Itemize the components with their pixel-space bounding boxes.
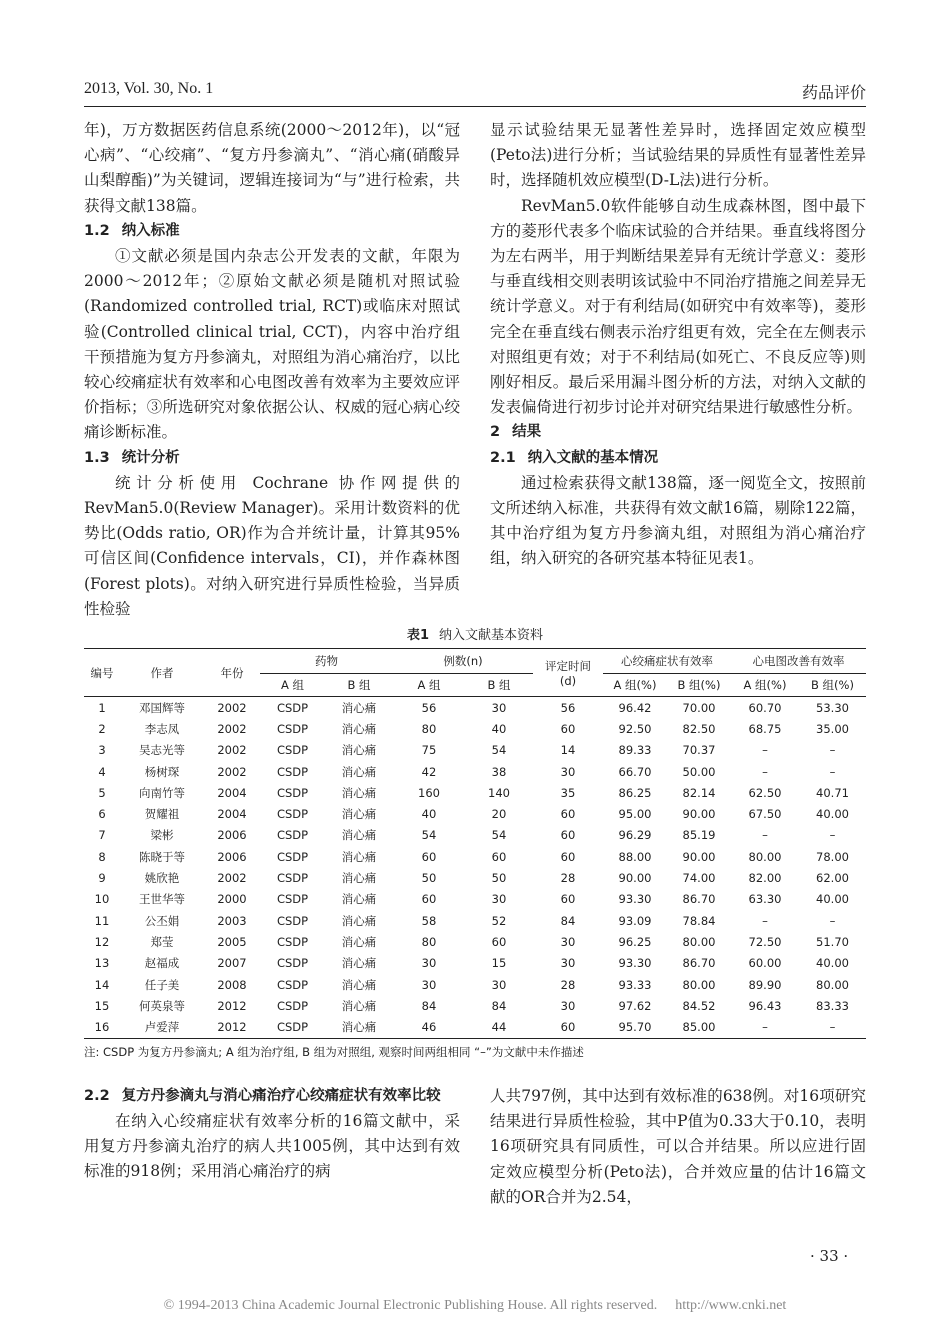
table-cell: 84 xyxy=(491,998,507,1013)
table-cell: 84 xyxy=(421,998,437,1013)
table-cell: 梁彬 xyxy=(150,828,174,843)
table-cell: 46 xyxy=(393,1016,465,1038)
footer-url[interactable]: http://www.cnki.net xyxy=(675,1298,787,1313)
table-cell: 2 xyxy=(98,721,106,736)
table-cell: 2006 xyxy=(217,828,247,843)
paragraph: 年)，万方数据医药信息系统(2000～2012年)，以“冠心病”、“心绞痛”、“复方丹参滴丸”、“消心痛(硝酸异山梨醇酯)”为关键词，逻辑连接词为“与”进行检索，共获得文献138篇。 xyxy=(84,121,460,215)
table-cell: – xyxy=(762,764,768,779)
col-header-id: 编号 xyxy=(84,649,120,697)
table-cell: 28 xyxy=(560,977,576,992)
table-cell: 60 xyxy=(421,849,437,864)
paragraph: 在纳入心绞痛症状有效率分析的16篇文献中，采用复方丹参滴丸治疗的病人共1005例，其中达到有效标准的918例；采用消心痛治疗的病 xyxy=(84,1112,460,1181)
table-cell: 96.43 xyxy=(748,998,782,1013)
table-row xyxy=(84,974,866,995)
table-cell: 30 xyxy=(491,977,507,992)
table-cell: 15 xyxy=(491,956,507,971)
table-cell: 93.09 xyxy=(618,913,652,928)
table-cell: 消心痛 xyxy=(325,1016,393,1038)
table-cell: 90.00 xyxy=(682,807,716,822)
section-heading-1-3: 1.3 统计分析 xyxy=(84,449,180,466)
table-cell: 杨树琛 xyxy=(144,764,180,779)
table-cell: 40.00 xyxy=(816,892,849,907)
table-cell: – xyxy=(829,764,836,779)
table-cell: 14 xyxy=(94,977,110,992)
table-cell: 95.70 xyxy=(603,1016,667,1038)
table-cell: 赵福成 xyxy=(144,956,180,971)
table-cell: 40 xyxy=(491,721,507,736)
col-subheader: A 组 xyxy=(260,674,325,697)
table-cell: 16 xyxy=(84,1016,120,1038)
copyright-text: © 1994-2013 China Academic Journal Electronic Publishing House. All rights reserved. xyxy=(163,1298,658,1313)
table-row xyxy=(84,931,866,952)
table-cell: 60 xyxy=(560,849,576,864)
table-row xyxy=(84,740,866,761)
table-cell: 消心痛 xyxy=(341,956,377,971)
table-cell: 2007 xyxy=(217,956,247,971)
paragraph: 人共797例，其中达到有效标准的638例。对16项研究结果进行异质性检验，其中P值为0.33大于0.10，表明16项研究具有同质性，可以合并结果。所以应进行固定效应模型分析(Peto法)，合并效应量的估计16篇文献的OR合并为2.54， xyxy=(490,1087,866,1206)
table-cell: 消心痛 xyxy=(341,913,377,928)
table-cell: 78.00 xyxy=(816,849,849,864)
table-cell: 88.00 xyxy=(618,849,652,864)
table-cell: CSDP xyxy=(276,892,309,907)
table-cell: 60 xyxy=(491,934,507,949)
table-cell: 消心痛 xyxy=(341,849,377,864)
table-cell: 80.00 xyxy=(816,977,849,992)
table-cell: 80 xyxy=(421,934,437,949)
table-cell: CSDP xyxy=(276,807,309,822)
table-cell: 消心痛 xyxy=(341,892,377,907)
table-cell: 2002 xyxy=(217,700,247,715)
paragraph: 统计分析使用 Cochrane 协作网提供的 RevMan5.0(Review Manager)。采用计数资料的优势比(Odds ratio, OR)作为合并统计量，计算其95%可信区间(Confidence intervals，CI)，并作森林图(Forest plots)。对纳入研究进行异质性检验，当异质性检验 xyxy=(84,473,460,618)
table-cell: 56 xyxy=(421,700,437,715)
table-cell: – xyxy=(829,828,836,843)
table-cell: 28 xyxy=(560,871,576,886)
table-cell: 郑莹 xyxy=(150,934,174,949)
table-cell: 80.00 xyxy=(748,849,782,864)
table-cell: 80 xyxy=(421,721,437,736)
table-cell: 93.30 xyxy=(618,892,652,907)
paragraph: ①文献必须是国内杂志公开发表的文献，年限为2000～2012年；②原始文献必须是随机对照试验(Randomized controlled trial, RCT)或临床对照试验(Controlled clinical trial, CCT)，内容中治疗组干预措施为复方丹参滴丸，对照组为消心痛治疗，以比较心绞痛症状有效率和心电图改善有效率为主要效应评价指标；③所选研究对象依据公认、权威的冠心病心绞痛诊断标准。 xyxy=(84,247,460,442)
table-cell: 70.00 xyxy=(682,700,716,715)
table-cell: 85.00 xyxy=(667,1016,731,1038)
col-header-drug: 药物 xyxy=(260,649,393,674)
table-cell: 60 xyxy=(560,807,576,822)
table-cell: CSDP xyxy=(276,849,309,864)
table-cell: 60 xyxy=(491,849,507,864)
table-row xyxy=(84,782,866,803)
table-cell: 消心痛 xyxy=(341,998,377,1013)
table-cell: 140 xyxy=(488,785,510,800)
left-column-top xyxy=(84,118,460,622)
table-note: 注: CSDP 为复方丹参滴丸; A 组为治疗组, B 组为对照组, 观察时间两组相同 “–”为文献中未作描述 xyxy=(84,1045,584,1059)
table-cell: 86.25 xyxy=(618,785,652,800)
table-cell: 2012 xyxy=(204,1016,260,1038)
table-cell: 90.00 xyxy=(618,871,652,886)
table-cell: 2004 xyxy=(217,785,247,800)
table-cell: 85.19 xyxy=(682,828,716,843)
table-cell: 90.00 xyxy=(682,849,716,864)
table-cell: 78.84 xyxy=(682,913,716,928)
paragraph: 通过检索获得文献138篇，逐一阅览全文，按照前文所述纳入标准，共获得有效文献16篇，剔除122篇，其中治疗组为复方丹参滴丸组，对照组为消心痛治疗组，纳入研究的各研究基本特征见表1。 xyxy=(490,473,866,568)
table-cell: 2000 xyxy=(217,892,247,907)
table-cell: 84 xyxy=(560,913,576,928)
table-cell: 89.33 xyxy=(618,743,652,758)
right-column-bottom xyxy=(490,1084,866,1210)
table-cell: 93.33 xyxy=(618,977,652,992)
table-cell: 97.62 xyxy=(618,998,652,1013)
table-cell: 2008 xyxy=(217,977,247,992)
table-cell: 82.50 xyxy=(682,721,716,736)
left-column-bottom xyxy=(84,1084,460,1185)
table-cell: 40.00 xyxy=(816,807,849,822)
table-cell: 30 xyxy=(560,934,576,949)
table-cell: 王世华等 xyxy=(139,892,185,907)
table-cell: 30 xyxy=(421,977,437,992)
table-row xyxy=(84,697,866,719)
table-cell: 74.00 xyxy=(682,871,716,886)
table-row xyxy=(84,825,866,846)
table-cell: 93.30 xyxy=(618,956,652,971)
table-row xyxy=(84,953,866,974)
table-cell: 30 xyxy=(560,998,576,1013)
table-cell: 86.70 xyxy=(682,956,716,971)
table-cell: 12 xyxy=(94,934,110,949)
table-cell: 96.25 xyxy=(618,934,652,949)
table-cell: 4 xyxy=(98,764,106,779)
col-subheader: A 组(%) xyxy=(731,674,799,697)
table-cell: 54 xyxy=(491,743,507,758)
table-cell: 消心痛 xyxy=(341,977,377,992)
table-row xyxy=(84,718,866,739)
table-cell: 80.00 xyxy=(682,934,716,949)
table-row xyxy=(84,761,866,782)
study-table xyxy=(84,648,866,1039)
table-row xyxy=(84,910,866,931)
table-cell: 30 xyxy=(491,700,507,715)
table-cell: 贺耀祖 xyxy=(144,807,180,822)
journal-name: 药品评价 xyxy=(801,83,866,102)
right-column-top xyxy=(490,118,866,572)
table-cell: 向南竹等 xyxy=(139,785,185,800)
table-cell: 40 xyxy=(421,807,437,822)
table-cell: 30 xyxy=(421,956,437,971)
table-cell: 60 xyxy=(560,828,576,843)
table-cell: 吴志光等 xyxy=(139,743,185,758)
table-cell: CSDP xyxy=(260,1016,325,1038)
col-subheader: A 组 xyxy=(393,674,465,697)
table-cell: CSDP xyxy=(276,871,309,886)
table-cell: 2002 xyxy=(217,871,247,886)
table-cell: 7 xyxy=(98,828,106,843)
table-cell: 60 xyxy=(560,892,576,907)
table-cell: 82.00 xyxy=(748,871,782,886)
table-cell: 63.30 xyxy=(748,892,782,907)
table-cell: 96.42 xyxy=(618,700,652,715)
table-row xyxy=(84,889,866,910)
table-cell: 62.00 xyxy=(816,871,849,886)
table-cell: 邓国辉等 xyxy=(139,700,185,715)
table-cell: 53.30 xyxy=(816,700,849,715)
table-cell: 5 xyxy=(98,785,106,800)
table-cell: – xyxy=(762,913,768,928)
table-cell: – xyxy=(731,1016,799,1038)
table-cell: CSDP xyxy=(276,998,309,1013)
table-cell: 35 xyxy=(560,785,576,800)
table-cell: 2002 xyxy=(217,764,247,779)
table-cell: 92.50 xyxy=(618,721,652,736)
table-cell: 54 xyxy=(421,828,437,843)
table-cell: 50 xyxy=(421,871,437,886)
table-cell: 70.37 xyxy=(682,743,716,758)
table-cell: 2006 xyxy=(217,849,247,864)
col-subheader: B 组 xyxy=(465,674,533,697)
table-cell: 42 xyxy=(421,764,437,779)
running-header xyxy=(84,80,866,107)
table-cell: 60 xyxy=(533,1016,603,1038)
col-header-ecg: 心电图改善有效率 xyxy=(731,649,866,674)
table-cell: 何英泉等 xyxy=(139,998,185,1013)
table-cell: 83.33 xyxy=(816,998,849,1013)
table-cell: 2003 xyxy=(217,913,247,928)
col-header-year: 年份 xyxy=(204,649,260,697)
table-cell: – xyxy=(799,1016,866,1038)
table-cell: 82.14 xyxy=(682,785,716,800)
table-cell: 卢爱萍 xyxy=(120,1016,204,1038)
table-cell: 75 xyxy=(421,743,437,758)
table-cell: 72.50 xyxy=(748,934,782,949)
table-cell: 20 xyxy=(491,807,507,822)
table-cell: 任子美 xyxy=(144,977,180,992)
section-heading-2: 2 结果 xyxy=(490,424,542,441)
col-subheader: B 组(%) xyxy=(799,674,866,697)
table-cell: 35.00 xyxy=(816,721,849,736)
table-cell: 62.50 xyxy=(748,785,782,800)
table-cell: – xyxy=(762,828,768,843)
table-row xyxy=(84,1016,866,1038)
table-cell: CSDP xyxy=(276,956,309,971)
table-cell: 50 xyxy=(491,871,507,886)
copyright-footer xyxy=(0,1298,950,1314)
table-cell: 8 xyxy=(98,849,106,864)
table-cell: 9 xyxy=(98,871,106,886)
table-cell: CSDP xyxy=(276,977,309,992)
table-cell: 6 xyxy=(98,807,106,822)
table-cell: 38 xyxy=(491,764,507,779)
table-cell: 消心痛 xyxy=(341,700,377,715)
table-cell: 公丕娟 xyxy=(144,913,180,928)
paragraph: RevMan5.0软件能够自动生成森林图，图中最下方的菱形代表多个临床试验的合并结果。垂直线将图分为左右两半，用于判断结果差异有无统计学意义：菱形与垂直线相交则表明该试验中不同治疗措施之间差异无统计学意义。对于有利结局(如研究中有效率等)，菱形完全在垂直线右侧表示治疗组更有效，完全在左侧表示对照组更有效；对于不利结局(如死亡、不良反应等)则刚好相反。最后采用漏斗图分析的方法，对纳入文献的发表偏倚进行初步讨论并对研究结果进行敏感性分析。 xyxy=(490,196,866,417)
table-cell: 60.00 xyxy=(748,956,782,971)
table-cell: 2005 xyxy=(217,934,247,949)
table-cell: 56 xyxy=(560,700,576,715)
table-cell: 50.00 xyxy=(682,764,716,779)
table-cell: 44 xyxy=(465,1016,533,1038)
table-cell: CSDP xyxy=(276,743,309,758)
table-cell: 40.71 xyxy=(816,785,849,800)
table-cell: 54 xyxy=(491,828,507,843)
table-cell: 消心痛 xyxy=(341,743,377,758)
table-cell: – xyxy=(762,743,768,758)
table-cell: 96.29 xyxy=(618,828,652,843)
table-caption: 表1 纳入文献基本资料 xyxy=(406,628,544,643)
table-cell: 60 xyxy=(421,892,437,907)
paragraph: 显示试验结果无显著性差异时，选择固定效应模型(Peto法)进行分析；当试验结果的异质性有显著性差异时，选择随机效应模型(D-L法)进行分析。 xyxy=(490,121,866,190)
table-cell: 84.52 xyxy=(682,998,716,1013)
table-cell: CSDP xyxy=(276,934,309,949)
table-cell: 1 xyxy=(98,700,106,715)
table-cell: CSDP xyxy=(276,828,309,843)
col-header-angina: 心绞痛症状有效率 xyxy=(603,649,731,674)
table-cell: 10 xyxy=(94,892,110,907)
table-cell: 66.70 xyxy=(618,764,652,779)
table-cell: 86.70 xyxy=(682,892,716,907)
table-cell: 2004 xyxy=(217,807,247,822)
table-cell: 陈晓于等 xyxy=(139,849,185,864)
table-cell: 52 xyxy=(491,913,507,928)
table-cell: CSDP xyxy=(276,764,309,779)
page-number: · 33 · xyxy=(810,1247,849,1265)
table-row xyxy=(84,867,866,888)
table-cell: 40.00 xyxy=(816,956,849,971)
col-header-cases: 例数(n) xyxy=(393,649,533,674)
table-cell: 2002 xyxy=(217,721,247,736)
table-cell: 68.75 xyxy=(748,721,782,736)
table-cell: CSDP xyxy=(276,721,309,736)
table-cell: 消心痛 xyxy=(341,721,377,736)
table-cell: 13 xyxy=(94,956,110,971)
table-cell: 消心痛 xyxy=(341,828,377,843)
table-cell: 姚欣艳 xyxy=(144,871,180,886)
journal-info: 2013, Vol. 30, No. 1 xyxy=(84,80,214,97)
table-row xyxy=(84,803,866,824)
table-cell: 160 xyxy=(418,785,440,800)
col-subheader: A 组(%) xyxy=(603,674,667,697)
table-cell: 3 xyxy=(98,743,106,758)
table-cell: 89.90 xyxy=(748,977,782,992)
table-cell: – xyxy=(829,913,836,928)
table-cell: 消心痛 xyxy=(341,934,377,949)
table-cell: – xyxy=(829,743,836,758)
table-cell: 2012 xyxy=(217,998,247,1013)
table-cell: 李志凤 xyxy=(144,721,180,736)
table-cell: CSDP xyxy=(276,785,309,800)
table-cell: 30 xyxy=(560,764,576,779)
table-cell: 58 xyxy=(421,913,437,928)
col-subheader: B 组(%) xyxy=(667,674,731,697)
table-cell: 2002 xyxy=(217,743,247,758)
table-cell: 15 xyxy=(94,998,110,1013)
table-cell: 14 xyxy=(560,743,576,758)
table-cell: 51.70 xyxy=(816,934,849,949)
table-cell: 67.50 xyxy=(748,807,782,822)
section-heading-2-2: 2.2 复方丹参滴丸与消心痛治疗心绞痛症状有效率比较 xyxy=(84,1088,441,1104)
table-cell: 80.00 xyxy=(682,977,716,992)
col-header-author: 作者 xyxy=(120,649,204,697)
table-cell: 95.00 xyxy=(618,807,652,822)
table-cell: 消心痛 xyxy=(341,871,377,886)
section-heading-2-1: 2.1 纳入文献的基本情况 xyxy=(490,449,659,466)
table-row xyxy=(84,995,866,1016)
table-row xyxy=(84,846,866,867)
table-cell: CSDP xyxy=(276,913,309,928)
table-cell: 60.70 xyxy=(748,700,782,715)
table-cell: 消心痛 xyxy=(341,764,377,779)
col-subheader: B 组 xyxy=(325,674,393,697)
col-header-eval-time: 评定时间 (d) xyxy=(533,649,603,697)
table-cell: 60 xyxy=(560,721,576,736)
table-cell: 30 xyxy=(491,892,507,907)
table-cell: 消心痛 xyxy=(341,785,377,800)
table-cell: CSDP xyxy=(276,700,309,715)
section-heading-1-2: 1.2 纳入标准 xyxy=(84,222,180,239)
table-cell: 消心痛 xyxy=(341,807,377,822)
table-cell: 11 xyxy=(94,913,110,928)
table-cell: 30 xyxy=(560,956,576,971)
